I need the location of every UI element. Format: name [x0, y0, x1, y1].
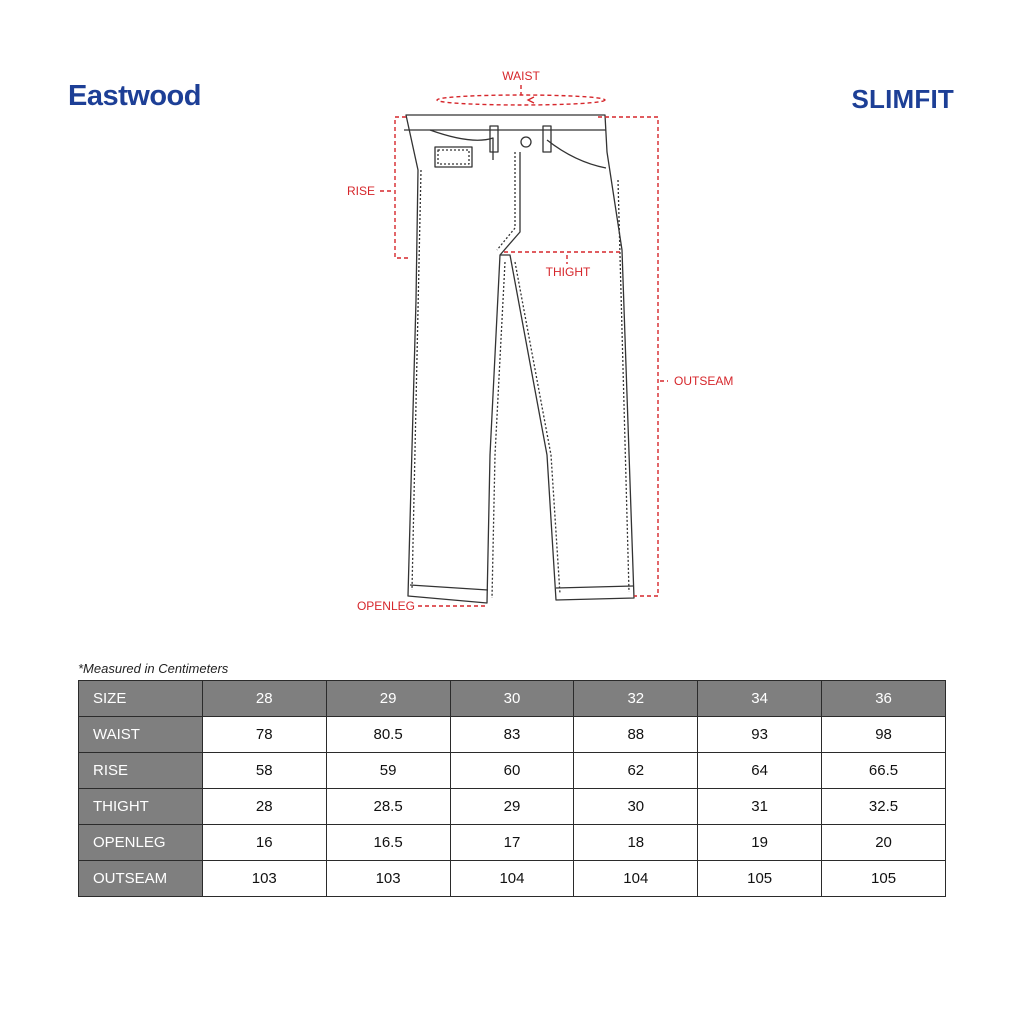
table-cell: 29: [450, 789, 574, 825]
table-row: [79, 789, 946, 825]
table-cell: 66.5: [822, 753, 946, 789]
fit-title: SLIMFIT: [851, 84, 954, 114]
table-header-row: [79, 681, 946, 717]
row-label: THIGHT: [79, 789, 203, 825]
header-cell: 32: [574, 681, 698, 717]
table-cell: 78: [202, 717, 326, 753]
table-cell: 19: [698, 825, 822, 861]
table-cell: 16: [202, 825, 326, 861]
table-cell: 83: [450, 717, 574, 753]
label-openleg: OPENLEG: [356, 599, 415, 613]
header-cell: 34: [698, 681, 822, 717]
header-cell: 28: [202, 681, 326, 717]
table-row: [79, 753, 946, 789]
header-cell: 29: [326, 681, 450, 717]
row-label: WAIST: [79, 717, 203, 753]
rise-guide: [395, 117, 408, 258]
measurement-note: *Measured in Centimeters: [78, 661, 229, 676]
row-label: OUTSEAM: [79, 861, 203, 897]
table-cell: 103: [202, 861, 326, 897]
table-cell: 105: [822, 861, 946, 897]
table-cell: 31: [698, 789, 822, 825]
table-cell: 93: [698, 717, 822, 753]
table-cell: 59: [326, 753, 450, 789]
header-cell: 30: [450, 681, 574, 717]
fly-stitch: [497, 152, 515, 250]
header-cell: 36: [822, 681, 946, 717]
label-thight: THIGHT: [545, 265, 591, 279]
table-cell: 28.5: [326, 789, 450, 825]
label-waist: WAIST: [502, 69, 540, 83]
label-outseam: OUTSEAM: [674, 374, 734, 388]
size-chart-table: [78, 680, 946, 897]
table-cell: 104: [574, 861, 698, 897]
table-cell: 98: [822, 717, 946, 753]
outseam-guide: [598, 117, 658, 596]
table-cell: 58: [202, 753, 326, 789]
brand-logo: Eastwood: [68, 80, 201, 112]
table-cell: 28: [202, 789, 326, 825]
button-icon: [521, 137, 531, 147]
table-cell: 17: [450, 825, 574, 861]
table-cell: 88: [574, 717, 698, 753]
table-cell: 105: [698, 861, 822, 897]
table-cell: 103: [326, 861, 450, 897]
table-row: [79, 861, 946, 897]
row-label: RISE: [79, 753, 203, 789]
fly-seam: [500, 152, 520, 255]
table-cell: 64: [698, 753, 822, 789]
table-cell: 104: [450, 861, 574, 897]
table-cell: 18: [574, 825, 698, 861]
label-rise: RISE: [346, 184, 375, 198]
front-pocket-right: [547, 140, 606, 168]
table-cell: 30: [574, 789, 698, 825]
row-label: OPENLEG: [79, 825, 203, 861]
table-cell: 32.5: [822, 789, 946, 825]
waist-arrow-icon: [528, 97, 534, 103]
waist-guide: [437, 95, 605, 105]
table-cell: 20: [822, 825, 946, 861]
table-cell: 62: [574, 753, 698, 789]
table-cell: 16.5: [326, 825, 450, 861]
table-cell: 80.5: [326, 717, 450, 753]
front-pocket-left: [430, 130, 493, 160]
table-row: [79, 825, 946, 861]
table-row: [79, 717, 946, 753]
header-cell: SIZE: [79, 681, 203, 717]
table-cell: 60: [450, 753, 574, 789]
